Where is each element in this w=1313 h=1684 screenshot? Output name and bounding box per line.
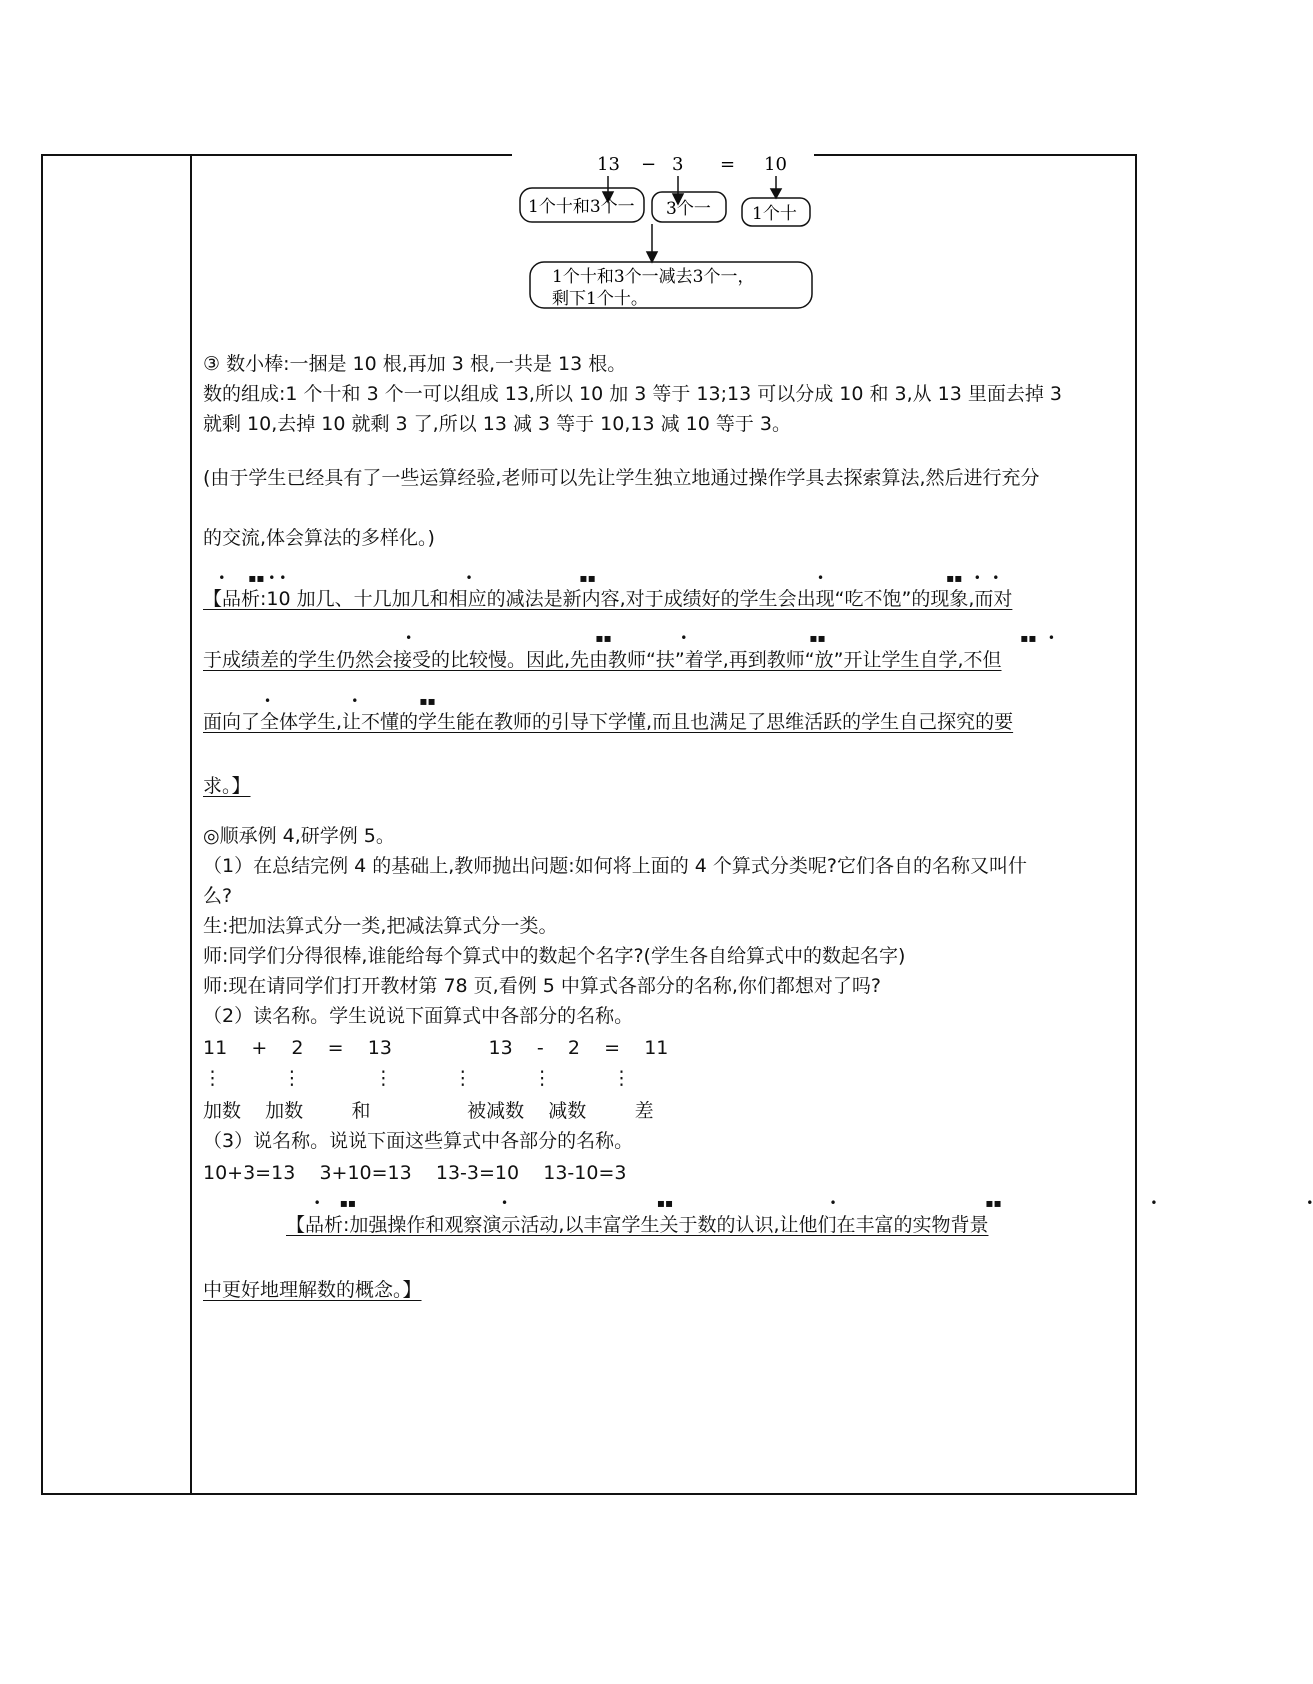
emphasis-dots-1: • ▪▪ • • • ▪▪ • ▪▪ • • <box>203 571 1000 585</box>
analysis-line-2: 于成绩差的学生仍然会接受的比较慢。因此,先由教师“扶”着学,再到教师“放”开让学生自学,不但 <box>203 649 1002 671</box>
analysis-line-1: 【品析:10 加几、十几加几和相应的减法是新内容,对于成绩好的学生会出现“吃不饱”的现象,而对 <box>203 588 1013 610</box>
eq-c: 10 <box>764 154 787 175</box>
text-line-13: （3）说名称。说说下面这些算式中各部分的名称。 <box>203 1130 634 1152</box>
eq-equals: = <box>720 154 736 175</box>
text-line-1: ③ 数小棒:一捆是 10 根,再加 3 根,一共是 13 根。 <box>203 353 627 375</box>
text-line-2: 数的组成:1 个十和 3 个一可以组成 13,所以 10 加 3 等于 13;13 可以分成 10 和 3,从 13 里面去掉 3 <box>203 383 1063 405</box>
analysis-line-5: 【品析:加强操作和观察演示活动,以丰富学生关于数的认识,让他们在丰富的实物背景 <box>286 1214 989 1236</box>
emphasis-dots-2: • ▪▪ • ▪▪ ▪▪ • <box>203 631 1055 645</box>
eq-minus: − <box>641 154 657 175</box>
text-line-7: （1）在总结完例 4 的基础上,教师抛出问题:如何将上面的 4 个算式分类呢?它们各自的名称又叫什 <box>203 855 1027 877</box>
equation-line: 11 + 2 = 13 13 - 2 = 11 <box>203 1037 669 1059</box>
emphasis-dots-3: • • ▪▪ <box>203 694 436 708</box>
box-4-line1: 1个十和3个一减去3个一， <box>552 267 755 287</box>
eq-a: 13 <box>597 154 620 175</box>
text-line-6: ◎顺承例 4,研学例 5。 <box>203 825 395 847</box>
box-2-label: 3个一 <box>666 199 711 219</box>
analysis-line-4: 求。】 <box>203 775 251 797</box>
analysis-line-3: 面向了全体学生,让不懂的学生能在教师的引导下学懂,而且也满足了思维活跃的学生自己探究的要 <box>203 711 1014 733</box>
equations-list: 10+3=13 3+10=13 13-3=10 13-10=3 <box>203 1162 627 1184</box>
box-1-label: 1个十和3个一 <box>528 197 635 217</box>
names-line: 加数 加数 和 被减数 减数 差 <box>203 1100 654 1122</box>
dotted-connector-line: ⋮ ⋮ ⋮ ⋮ ⋮ ⋮ <box>203 1067 632 1089</box>
box-4-line2: 剩下1个十。 <box>552 289 648 309</box>
analysis-line-6: 中更好地理解数的概念。】 <box>203 1279 422 1301</box>
text-line-8: 么? <box>203 885 233 907</box>
text-line-12: （2）读名称。学生说说下面算式中各部分的名称。 <box>203 1005 634 1027</box>
text-line-9: 生:把加法算式分一类,把减法算式分一类。 <box>203 915 558 937</box>
text-line-11: 师:现在请同学们打开教材第 78 页,看例 5 中算式各部分的名称,你们都想对了吗? <box>203 975 881 997</box>
text-line-3: 就剩 10,去掉 10 就剩 3 了,所以 13 减 3 等于 10,13 减 10 等于 3。 <box>203 413 791 435</box>
text-line-10: 师:同学们分得很棒,谁能给每个算式中的数起个名字?(学生各自给算式中的数起名字) <box>203 945 906 967</box>
eq-b: 3 <box>672 154 684 175</box>
box-3-label: 1个十 <box>752 204 797 224</box>
decomposition-figure <box>500 152 830 332</box>
text-line-4: (由于学生已经具有了一些运算经验,老师可以先让学生独立地通过操作学具去探索算法,然后进行充分 <box>203 467 1040 489</box>
text-line-5: 的交流,体会算法的多样化。) <box>203 527 435 549</box>
table-column-divider <box>190 154 192 1495</box>
emphasis-dots-4: • ▪▪ • ▪▪ • ▪▪ • • <box>203 1196 1313 1210</box>
